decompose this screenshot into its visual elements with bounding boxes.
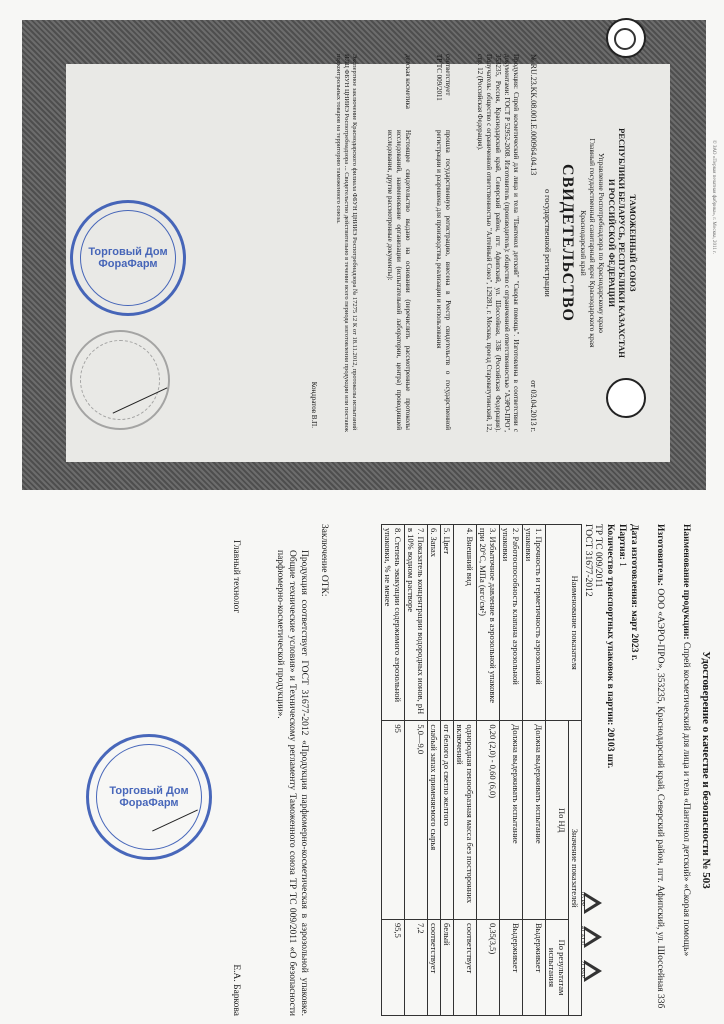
quality-stamp — [86, 734, 212, 860]
left-label-line: соответствует — [444, 54, 452, 96]
batch-line — [616, 524, 628, 1016]
quantity-label: Количество транспортных упаковок в партии: — [605, 524, 615, 726]
certificate-basis-text: Настоящее свидетельство выдано на основании (перечислить рассмотренные протоколы исследований, наименование организации (испытательной лаборатории, центра) проводившей исследования, другие рассмотренные документы): — [386, 130, 412, 430]
header-line: РЕСПУБЛИКИ БЕЛАРУСЬ, РЕСПУБЛИКИ КАЗАХСТАН — [617, 128, 628, 358]
gsen-emblem-icon — [606, 378, 646, 418]
certificate-subtitle: о государственной регистрации — [543, 189, 552, 297]
table-cell-res: 7,2 — [405, 920, 428, 1016]
certificate-registration-text: прошла государственную регистрацию, внесена в Реестр свидетельств о государственной регистрации и разрешена для производства, реализации и использования — [435, 130, 452, 430]
table-cell-name: 8. Степень эвакуации содержимого аэрозольной упаковки, % не менее — [382, 525, 405, 721]
table-cell-nd: Должна выдерживать испытание — [500, 721, 523, 920]
certificate-header — [607, 108, 639, 378]
certificate-category: детская косметика — [404, 54, 412, 109]
table-row — [405, 525, 428, 1016]
stamp-ring — [96, 744, 202, 850]
table-cell-res: белый — [441, 920, 454, 1016]
certificate-product-text: Продукция: Спрей косметический для лица и тела "Пантенол детский" "Скорая помощь". Изготовлена в соответствии с документами: ГОСТ Р 52952-2008. Изготовитель (производитель): общество с ограниченной ответственностью "АЭРО-ПРО", 353235, Россия, Краснодарский край, Северский район, пгт. Афипский, ул. Шоссейная, 33Б (Российская Федерация). Получатель: общество с ограниченной ответственностью "Алтейный Союз", 129281, г. Москва, проезд Староватутинский, 12, стр. 12 (Российская Федерация). — [476, 54, 520, 432]
quality-table-body — [382, 525, 546, 1016]
certificate-left-label — [435, 54, 452, 124]
stamp-ring — [80, 210, 176, 306]
table-cell-res: 0,35(3,5) — [477, 920, 500, 1016]
quality-table — [381, 524, 582, 1016]
maker-label: Изготовитель: — [655, 524, 665, 586]
table-row — [500, 525, 523, 1016]
stamp-text: Торговый Дом ФораФарм — [109, 785, 189, 809]
date-label: Дата изготовления: — [629, 524, 639, 608]
table-cell-res: Выдерживает — [523, 920, 546, 1016]
quality-title: Удостоверение о качестве и безопасности № 503 — [700, 651, 712, 889]
certificate-authority — [588, 88, 606, 398]
table-cell-nd: слабый запах применяемого сырья — [428, 721, 441, 920]
maker-line — [654, 524, 666, 1016]
table-cell-nd: 5,0—9,0 — [405, 721, 428, 920]
certificate-footer-text: Экспертное заключение Краснодарского филиала ФБУН ЦНИИЭ Роспотребнадзора № 17275 12 К от 18.11.2012, протоколы испытаний ИЛЦ ФБУН ЦНИИЭ Роспотребнадзора ... Свидетельство действительно в течение всего периода изготовления продукции или поставок подконтрольных товаров на территорию таможенного союза. — [335, 54, 358, 433]
table-cell-nd: 0,20 (2,0) - 0,60 (6,0) — [477, 721, 500, 920]
header-line: ТАМОЖЕННЫЙ СОЮЗ — [628, 194, 638, 292]
certificate-number: № RU.23.KK.08.001.E.000964.04.13 — [529, 54, 538, 176]
table-cell-name: 1. Прочность и герметичность аэрозольной упаковки — [523, 525, 546, 721]
batch-label: Партия: — [617, 524, 627, 560]
column-header: По НД — [546, 721, 569, 920]
date-value: март 2023 г. — [629, 610, 639, 661]
table-cell-res: 95,5 — [382, 920, 405, 1016]
table-cell-name: 3. Избыточное давление в аэрозольной упаковке при 20°С, МПа (кгс/см²) — [477, 525, 500, 721]
date-line — [628, 524, 640, 1016]
table-row — [454, 525, 477, 1016]
column-header: По результатам испытания — [546, 920, 569, 1016]
table-row — [441, 525, 454, 1016]
table-cell-name: 7. Показатель концентрации водородных ионов, pH в 10% водном растворе — [405, 525, 428, 721]
technologist-name: Е.А. Баркова — [231, 964, 241, 1016]
certificate-title: СВИДЕТЕЛЬСТВО — [559, 164, 576, 322]
table-row — [477, 525, 500, 1016]
batch-value: 1 — [617, 562, 627, 567]
conclusion-label: Заключение ОТК: — [319, 524, 329, 597]
certificate-date: от 03.04.2013 г. — [529, 380, 538, 432]
column-header: Наименование показателя — [546, 525, 582, 721]
quantity-line — [604, 524, 616, 1016]
left-label-line: ТР ТС 009/2011 — [435, 54, 444, 101]
standard-2: ГОСТ 31677-2012 — [583, 524, 593, 597]
maker-value: ООО «АЭРО-ПРО», 353235, Краснодарский край, Северский район, пгт. Афипский, ул. Шоссейная 33б — [655, 588, 665, 1009]
table-cell-res: соответствует — [454, 920, 477, 1016]
printer-note: © ЗАО «Первая печатная фабрика», г. Москва, 2011 г. — [711, 140, 716, 254]
table-cell-res: Выдерживает — [500, 920, 523, 1016]
authority-line: Управление Роспотребнадзора по Краснодарскому краю — [597, 153, 606, 333]
recycle-label: 05 PP — [579, 892, 585, 907]
stamp-text: Торговый Дом ФораФарм — [88, 246, 168, 270]
table-cell-res: соответствует — [428, 920, 441, 1016]
table-cell-name: 4. Внешний вид — [454, 525, 477, 721]
product-name-label: Наименование продукции: — [681, 524, 691, 640]
table-header-row — [569, 525, 582, 1016]
recycle-label: 41 ALU — [579, 926, 585, 946]
header-line: И РОССИЙСКОЙ ФЕДЕРАЦИИ — [607, 178, 617, 308]
authority-line: Главный государственный санитарный врач Краснодарского края — [588, 138, 597, 348]
table-row — [382, 525, 405, 1016]
table-row — [523, 525, 546, 1016]
table-cell-nd: Должна выдерживать испытание — [523, 721, 546, 920]
table-cell-name: 6. Запах — [428, 525, 441, 721]
certificate-signatory: Кондратов В.П. — [310, 381, 318, 428]
technologist-label: Главный технолог — [231, 540, 241, 614]
table-cell-name: 2. Работоспособность клапана аэрозольной упаковки — [500, 525, 523, 721]
table-cell-nd: 95 — [382, 721, 405, 920]
recycle-label: 21 PAP — [579, 960, 585, 978]
certificate-region: Краснодарский край — [579, 210, 588, 276]
product-name-line — [680, 524, 692, 1016]
table-row — [428, 525, 441, 1016]
table-cell-nd: от белого до светло желтого — [441, 721, 454, 920]
conclusion-text: Продукция соответствует ГОСТ 31677-2012 «Продукция парфюмерно-косметическая в аэрозольной упаковке. Общие технические условия» и Техническому регламенту Таможенного союза ТР ТС 009/2011 «О безопасности парфюмерно-косметической продукции». — [275, 550, 309, 1016]
standard-1: ТР ТС 009/2011 — [593, 524, 603, 588]
quantity-value: 20103 шт. — [605, 727, 615, 769]
column-header: Значение показателей — [569, 721, 582, 1016]
table-cell-nd: однородная пенообразная масса без посторонних включений — [454, 721, 477, 920]
certificate-stamp — [70, 200, 186, 316]
eurasec-emblem-icon — [606, 18, 646, 58]
official-seal — [70, 330, 170, 430]
table-cell-name: 5. Цвет — [441, 525, 454, 721]
product-name-value: Спрей косметический для лица и тела «Пантенол детский» «Скорая помощь» — [681, 641, 691, 957]
